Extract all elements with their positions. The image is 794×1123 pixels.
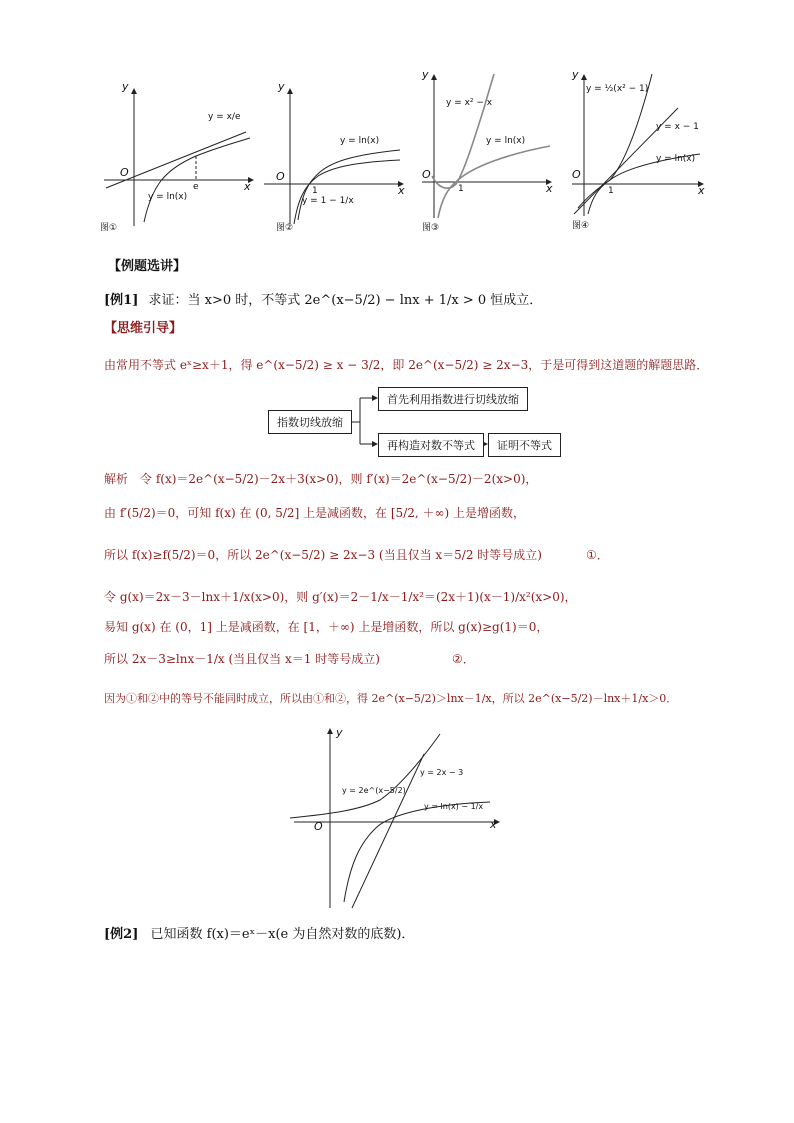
- caption: 图④: [572, 221, 590, 231]
- curve-label-ln-minus-inv: y = ln(x) − 1/x: [424, 802, 484, 811]
- equation-mark-2: ②．: [452, 652, 475, 666]
- figure-4: [568, 68, 708, 233]
- origin-label: O: [314, 820, 323, 833]
- equation-mark-1: ①．: [586, 548, 609, 562]
- ln-minus-inv-curve: [344, 802, 490, 902]
- section-title: 【例题选讲】: [108, 259, 187, 274]
- tick-1: 1: [312, 186, 318, 196]
- figure-5: [290, 724, 510, 914]
- line-2x-minus-3: [352, 754, 424, 908]
- one-minus-inv-curve: [294, 160, 400, 224]
- caption: 图③: [422, 223, 440, 233]
- origin-label: O: [120, 166, 129, 179]
- curve-label-half-quadratic: y = ½(x² − 1): [586, 84, 649, 94]
- x-label: x: [698, 184, 705, 197]
- curve-label-ln: y = ln(x): [486, 136, 526, 146]
- figure-1: [100, 76, 260, 236]
- hint-text: 由常用不等式 eˣ≥x＋1，得 e^(x−5/2) ≥ x − 3/2，即 2e^(x−5/2) ≥ 2x−3，于是可得到这道题的解题思路．: [104, 358, 709, 372]
- curve-label-x-over-e: y = x/e: [208, 112, 241, 122]
- caption: 图①: [100, 223, 118, 233]
- solution-line-1: 解析 令 f(x)＝2e^(x−5/2)－2x＋3(x>0)，则 f′(x)＝2e^(x−5/2)－2(x>0)，: [104, 472, 538, 486]
- flow-top-box: 首先利用指数进行切线放缩: [378, 387, 528, 411]
- x-label: x: [244, 180, 251, 193]
- flow-root-box: 指数切线放缩: [268, 410, 352, 434]
- curve-label-quadratic: y = x² − x: [446, 98, 493, 108]
- exp-curve: [290, 734, 440, 818]
- flow-mid-box: 再构造对数不等式: [378, 433, 484, 457]
- x-label: x: [546, 182, 553, 195]
- curve-label-x-minus-1: y = x − 1: [656, 122, 699, 132]
- x-label: x: [490, 818, 497, 831]
- example-1-label: [例1]: [104, 293, 139, 308]
- curve-label-exp: y = 2e^(x−5/2): [342, 786, 406, 795]
- tick-e: e: [193, 182, 199, 192]
- y-label: y: [122, 80, 129, 93]
- x-label: x: [398, 184, 405, 197]
- half-quadratic-curve: [578, 74, 652, 208]
- flow-chart: [268, 386, 568, 462]
- origin-label: O: [422, 168, 431, 181]
- solution-line-5: 易知 g(x) 在 (0，1] 上是减函数，在 [1，＋∞) 上是增函数，所以 g(x)≥g(1)＝0，: [104, 620, 549, 634]
- y-label: y: [336, 726, 343, 739]
- y-label: y: [422, 68, 429, 81]
- y-label: y: [572, 68, 579, 81]
- flow-end-box: 证明不等式: [488, 433, 561, 457]
- solution-line-7: 因为①和②中的等号不能同时成立，所以由①和②，得 2e^(x−5/2)＞lnx－1/x，所以 2e^(x−5/2)－lnx＋1/x＞0．: [104, 692, 678, 705]
- figure-3: [418, 68, 558, 238]
- example-2: [104, 926, 414, 944]
- curve-label-ln: y = ln(x): [148, 192, 188, 202]
- example-1-statement: 求证：当 x>0 时，不等式 2e^(x−5/2) − lnx + 1/x > 0 恒成立．: [148, 293, 543, 308]
- quadratic-curve: [432, 74, 494, 188]
- caption: 图②: [276, 223, 294, 233]
- example-2-statement: 已知函数 f(x)＝eˣ－x(e 为自然对数的底数)．: [150, 927, 415, 942]
- solution-line-4: 令 g(x)＝2x－3－lnx＋1/x(x>0)，则 g′(x)＝2－1/x－1/x²＝(2x＋1)(x－1)/x²(x>0)，: [104, 590, 577, 604]
- curve-label-line: y = 2x − 3: [420, 768, 464, 777]
- y-label: y: [278, 80, 285, 93]
- curve-label-ln: y = ln(x): [340, 136, 380, 146]
- figure-2: [260, 76, 410, 236]
- example-2-label: [例2]: [104, 927, 139, 942]
- example-1: [104, 292, 542, 310]
- hint-title: 【思维引导】: [104, 321, 183, 336]
- tick-1: 1: [458, 184, 464, 194]
- solution-line-6: 所以 2x－3≥lnx－1/x (当且仅当 x＝1 时等号成立): [104, 652, 380, 666]
- origin-label: O: [572, 168, 581, 181]
- tick-1: 1: [608, 186, 614, 196]
- solution-line-3: 所以 f(x)≥f(5/2)＝0，所以 2e^(x−5/2) ≥ 2x−3 (当且仅当 x＝5/2 时等号成立): [104, 548, 542, 562]
- curve-label-one-minus: y = 1 − 1/x: [302, 196, 354, 206]
- solution-line-2: 由 f′(5/2)＝0，可知 f(x) 在 (0, 5/2] 上是减函数，在 [5/2, ＋∞) 上是增函数，: [104, 506, 525, 520]
- curve-label-ln: y = ln(x): [656, 154, 696, 164]
- origin-label: O: [276, 170, 285, 183]
